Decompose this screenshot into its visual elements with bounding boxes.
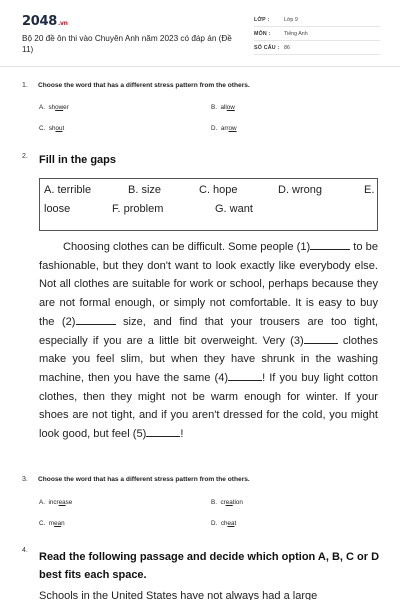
word-bank-item: loose <box>44 203 71 215</box>
option-underlined: ea <box>58 499 66 506</box>
option-underlined: ow <box>228 125 237 132</box>
option-underlined: ea <box>54 520 62 527</box>
option-underlined: ou <box>55 125 63 132</box>
question-3-number: 3. <box>22 476 28 483</box>
question-1-option-b[interactable] <box>211 104 235 111</box>
option-underlined: ow <box>55 104 64 111</box>
option-underlined: ea <box>225 499 233 506</box>
option-text: tion <box>232 499 243 506</box>
meta-subject-key: MÔN : <box>254 31 271 37</box>
meta-count-key: SỐ CÂU : <box>254 45 280 51</box>
option-text: incr <box>48 499 59 506</box>
option-letter: B. <box>211 104 217 111</box>
passage-text: size, and find that your trousers are too tight, especially if you are a little bit overweight. Very (3) <box>39 315 378 347</box>
question-4-passage: Schools in the United States have not always had a large <box>39 590 318 600</box>
word-bank-item: C. hope <box>199 184 238 196</box>
word-bank-item: E. <box>364 184 375 196</box>
option-text: t <box>62 125 65 132</box>
gap-1-blank[interactable] <box>310 239 350 250</box>
option-text: t <box>234 520 237 527</box>
meta-class-key: LỚP : <box>254 17 270 23</box>
passage-text: ! <box>180 428 184 441</box>
question-3-option-a[interactable] <box>39 499 72 506</box>
option-text: ch <box>220 520 228 527</box>
passage-text: clothes make you feel slim, but when they have shrunk in the washing machine, then you have the same (4) <box>39 334 378 384</box>
question-1-number: 1. <box>22 82 28 89</box>
question-1-option-d[interactable] <box>211 125 237 132</box>
option-text: sh <box>48 104 56 111</box>
meta-count-row <box>254 41 380 55</box>
gap-3-blank[interactable] <box>304 333 338 344</box>
document-header <box>0 0 400 67</box>
option-text: arr <box>220 125 229 132</box>
question-2-passage <box>39 238 378 444</box>
question-3-text: Choose the word that has a different stress pattern from the others. <box>38 476 250 483</box>
option-text: sh <box>48 125 56 132</box>
word-bank-item: D. wrong <box>278 184 323 196</box>
question-1-option-c[interactable] <box>39 125 64 132</box>
passage-text: Choosing clothes can be difficult. Some people (1) <box>63 241 311 253</box>
question-1-text: Choose the word that has a different stress pattern from the others. <box>38 82 250 89</box>
option-underlined: ea <box>227 520 235 527</box>
option-letter: A. <box>39 104 45 111</box>
option-text: n <box>61 520 65 527</box>
option-letter: D. <box>211 125 218 132</box>
option-text: er <box>63 104 69 111</box>
question-2-number: 2. <box>22 153 28 160</box>
word-bank-item: B. size <box>128 184 162 196</box>
logo-text: 2048 <box>22 14 57 29</box>
option-letter: B. <box>211 499 217 506</box>
option-text: se <box>65 499 73 506</box>
gap-5-blank[interactable] <box>146 426 180 437</box>
meta-class-value: Lớp 9 <box>284 17 298 23</box>
meta-class-row <box>254 13 380 27</box>
word-bank-item: F. problem <box>112 203 164 215</box>
gap-4-blank[interactable] <box>228 370 262 381</box>
word-bank-item: G. want <box>215 203 253 215</box>
option-letter: D. <box>211 520 218 527</box>
word-bank <box>39 178 378 231</box>
document-title: Bộ 20 đề ôn thi vào Chuyên Anh năm 2023 có đáp án (Đề 11) <box>22 34 232 54</box>
site-logo[interactable] <box>22 14 68 29</box>
meta-subject-row <box>254 27 380 41</box>
option-text: cr <box>220 499 226 506</box>
question-3-option-b[interactable] <box>211 499 243 506</box>
question-3-option-d[interactable] <box>211 520 236 527</box>
meta-count-value: 86 <box>284 45 290 51</box>
option-text: m <box>48 520 55 527</box>
option-letter: C. <box>39 125 46 132</box>
option-text: all <box>220 104 227 111</box>
passage-text: to be fashionable, but they don't want to look exactly like everybody else. Not all clothes are suitable for work or school, perhaps because they are not formal enough, or simply not comfortable. It is easy to buy the (2) <box>39 241 378 328</box>
meta-subject-value: Tiếng Anh <box>284 31 308 37</box>
question-4-title: Read the following passage and decide which option A, B, C or D best fits each space. <box>39 551 380 581</box>
question-4-number: 4. <box>22 547 28 554</box>
passage-text: ! If you buy light cotton clothes, then they might not be warm enough for winter. If your shoes are not tight, and if you aren't dressed for the cold, you might look good, but feel (5) <box>39 371 378 441</box>
option-underlined: ow <box>226 104 235 111</box>
question-2-title: Fill in the gaps <box>39 154 117 166</box>
question-1-option-a[interactable] <box>39 104 69 111</box>
option-letter: C. <box>39 520 46 527</box>
logo-suffix: .vn <box>57 20 68 27</box>
word-bank-item: A. terrible <box>44 184 92 196</box>
option-letter: A. <box>39 499 45 506</box>
question-3-option-c[interactable] <box>39 520 65 527</box>
gap-2-blank[interactable] <box>76 314 116 325</box>
